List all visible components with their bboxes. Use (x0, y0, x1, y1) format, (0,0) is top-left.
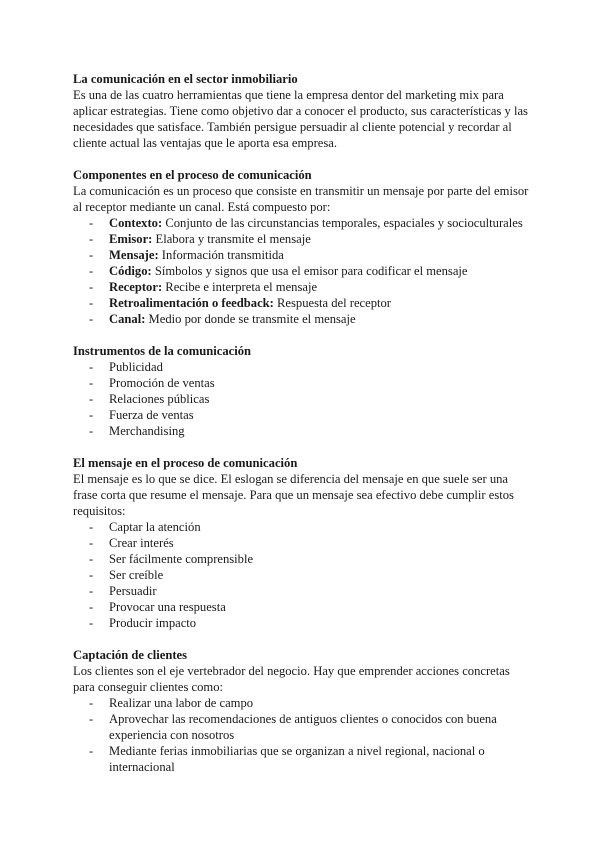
item-desc: Símbolos y signos que usa el emisor para codificar el mensaje (151, 264, 468, 278)
dash-bullet: - (89, 584, 94, 598)
item-desc: Respuesta del receptor (273, 296, 392, 310)
section-message (73, 455, 533, 631)
dash-bullet: - (89, 392, 94, 406)
item-text: Captar la atención (109, 520, 201, 534)
list-item (73, 263, 533, 279)
dash-bullet: - (89, 568, 94, 582)
section-title: Componentes en el proceso de comunicación (73, 168, 312, 182)
section-communication (73, 71, 533, 151)
section-paragraph: La comunicación es un proceso que consiste en transmitir un mensaje por parte del emisor al receptor mediante un canal. Está compuesto por: (73, 184, 529, 214)
actions-list (73, 695, 533, 775)
item-term: Mensaje: (109, 248, 159, 262)
list-item (73, 375, 533, 391)
section-title: La comunicación en el sector inmobiliario (73, 72, 298, 86)
item-term: Retroalimentación o feedback: (109, 296, 274, 310)
item-text: Persuadir (109, 584, 157, 598)
dash-bullet: - (89, 216, 94, 230)
item-term: Canal: (109, 312, 146, 326)
section-paragraph: El mensaje es lo que se dice. El eslogan se diferencia del mensaje en que suele ser una frase corta que resume el mensaje. Para que un mensaje sea efectivo debe cumplir estos requisitos: (73, 472, 514, 518)
list-item (73, 567, 533, 583)
item-text: Ser creíble (109, 568, 164, 582)
item-desc: Información transmitida (158, 248, 284, 262)
dash-bullet: - (89, 536, 94, 550)
item-text: Relaciones públicas (109, 392, 210, 406)
item-desc: Elabora y transmite el mensaje (152, 232, 311, 246)
dash-bullet: - (89, 232, 94, 246)
item-text: Aprovechar las recomendaciones de antiguos clientes o conocidos con buena experiencia con nosotros (109, 712, 497, 742)
dash-bullet: - (89, 696, 94, 710)
list-item (73, 231, 533, 247)
dash-bullet: - (89, 616, 94, 630)
item-desc: Conjunto de las circunstancias temporales, espaciales y socioculturales (162, 216, 523, 230)
list-item (73, 311, 533, 327)
item-text: Crear interés (109, 536, 174, 550)
dash-bullet: - (89, 552, 94, 566)
components-list (73, 215, 533, 327)
instruments-list (73, 359, 533, 439)
requirements-list (73, 519, 533, 631)
list-item (73, 711, 533, 743)
dash-bullet: - (89, 296, 94, 310)
section-title: Instrumentos de la comunicación (73, 344, 252, 358)
list-item (73, 519, 533, 535)
dash-bullet: - (89, 408, 94, 422)
dash-bullet: - (89, 280, 94, 294)
item-desc: Medio por donde se transmite el mensaje (145, 312, 356, 326)
document-content (73, 71, 533, 791)
list-item (73, 391, 533, 407)
section-paragraph: Es una de las cuatro herramientas que tiene la empresa dentor del marketing mix para aplicar estrategias. Tiene como objetivo dar a conocer el producto, sus características y las necesidades que satisface. También persigue persuadir al cliente potencial y recordar al cliente actual las ventajas que le aporta esa empresa. (73, 88, 528, 150)
list-item (73, 535, 533, 551)
section-paragraph: Los clientes son el eje vertebrador del negocio. Hay que emprender acciones concretas para conseguir clientes como: (73, 664, 510, 694)
section-client-acquisition (73, 647, 533, 775)
list-item (73, 215, 533, 231)
item-text: Merchandising (109, 424, 185, 438)
list-item (73, 615, 533, 631)
dash-bullet: - (89, 600, 94, 614)
item-term: Código: (109, 264, 152, 278)
list-item (73, 423, 533, 439)
item-text: Realizar una labor de campo (109, 696, 254, 710)
section-title: Captación de clientes (73, 648, 188, 662)
item-text: Fuerza de ventas (109, 408, 194, 422)
dash-bullet: - (89, 264, 94, 278)
item-text: Ser fácilmente comprensible (109, 552, 254, 566)
list-item (73, 247, 533, 263)
list-item (73, 551, 533, 567)
item-text: Promoción de ventas (109, 376, 215, 390)
dash-bullet: - (89, 744, 94, 758)
dash-bullet: - (89, 424, 94, 438)
dash-bullet: - (89, 712, 94, 726)
list-item (73, 743, 533, 775)
item-term: Receptor: (109, 280, 163, 294)
dash-bullet: - (89, 248, 94, 262)
list-item (73, 695, 533, 711)
section-title: El mensaje en el proceso de comunicación (73, 456, 298, 470)
section-instruments (73, 343, 533, 439)
item-text: Provocar una respuesta (109, 600, 226, 614)
item-text: Mediante ferias inmobiliarias que se organizan a nivel regional, nacional o internacional (109, 744, 485, 774)
list-item (73, 583, 533, 599)
dash-bullet: - (89, 360, 94, 374)
list-item (73, 279, 533, 295)
list-item (73, 359, 533, 375)
item-text: Producir impacto (109, 616, 197, 630)
item-text: Publicidad (109, 360, 163, 374)
item-desc: Recibe e interpreta el mensaje (162, 280, 318, 294)
list-item (73, 295, 533, 311)
item-term: Emisor: (109, 232, 153, 246)
item-term: Contexto: (109, 216, 163, 230)
section-components (73, 167, 533, 327)
list-item (73, 407, 533, 423)
dash-bullet: - (89, 376, 94, 390)
dash-bullet: - (89, 312, 94, 326)
dash-bullet: - (89, 520, 94, 534)
list-item (73, 599, 533, 615)
